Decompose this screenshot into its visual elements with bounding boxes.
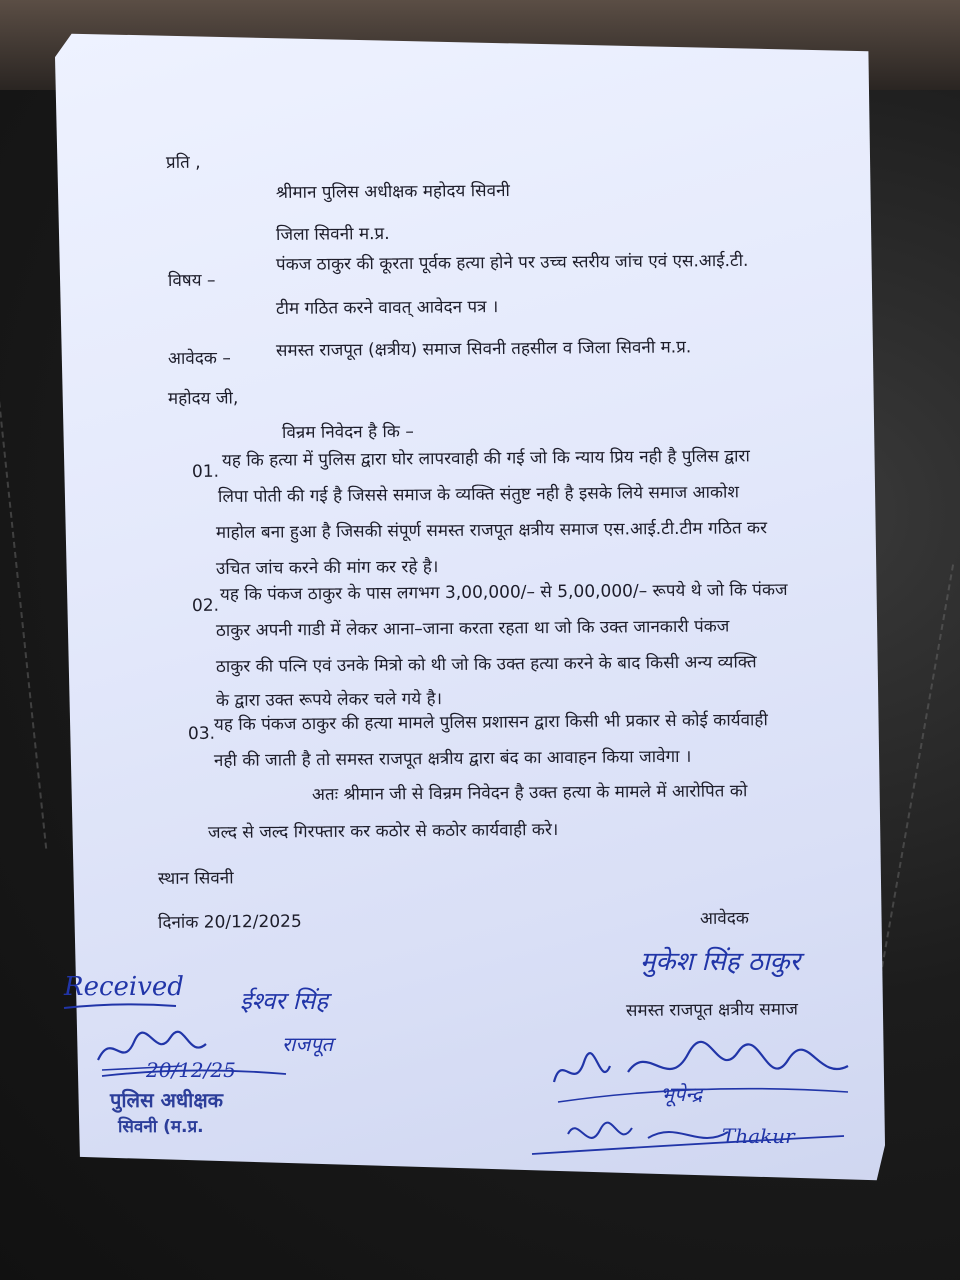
signature-mukesh: मुकेश सिंह ठाकुर — [640, 947, 801, 977]
date-line: दिनांक 20/12/2025 — [157, 911, 302, 933]
closing-line: जल्द से जल्द गिरफ्तार कर कठोर से कठोर कार्यवाही करे। — [207, 819, 559, 843]
subject-line2: टीम गठित करने वावत् आवेदन पत्र । — [275, 297, 499, 319]
applicant-text: समस्त राजपूत (क्षत्रीय) समाज सिवनी तहसील व जिला सिवनी म.प्र. — [275, 337, 692, 361]
para3-number: 03. — [187, 723, 216, 744]
para2-line: ठाकुर की पत्नि एवं उनके मित्रो को थी जो कि उक्त हत्या करने के बाद किसी अन्य व्यक्ति — [215, 652, 757, 677]
para2-line: के द्वारा उक्त रूपये लेकर चले गये है। — [215, 689, 443, 711]
para2-line: यह कि पंकज ठाकुर के पास लगभग 3,00,000/– से 5,00,000/– रूपये थे जो कि पंकज — [219, 580, 788, 605]
recipient-line1: श्रीमान पुलिस अधीक्षक महोदय सिवनी — [275, 180, 510, 203]
date-underline-scribble — [100, 1062, 290, 1086]
intro-line: विन्रम निवेदन है कि – — [281, 421, 414, 443]
received-date-handwriting: 20/12/25 — [146, 1058, 236, 1082]
name-handwriting-right: भूपेन्द्र — [660, 1082, 703, 1106]
name-handwriting-thakur: Thakur — [722, 1124, 795, 1148]
signatory-org: समस्त राजपूत क्षत्रीय समाज — [625, 999, 799, 1021]
para1-line: माहोल बना हुआ है जिसकी संपूर्ण समस्त राजपूत क्षत्रीय समाज एस.आई.टी.टीम गठित कर — [215, 518, 768, 543]
received-underline — [60, 1000, 180, 1014]
para1-line: लिपा पोती की गई है जिससे समाज के व्यक्ति संतुष्ट नही है इसके लिये समाज आकोश — [217, 482, 740, 507]
subject-line1: पंकज ठाकुर की कूरता पूर्वक हत्या होने पर उच्च स्तरीय जांच एवं एस.आई.टी. — [275, 250, 749, 275]
para3-line: नही की जाती है तो समस्त राजपूत क्षत्रीय द्वारा बंद का आवाहन किया जावेगा । — [213, 746, 692, 771]
signatory-label: आवेदक — [699, 908, 750, 929]
para2-number: 02. — [191, 595, 220, 616]
stamp-line2: सिवनी (म.प्र. — [118, 1117, 204, 1137]
signature-group-scribble — [548, 1032, 858, 1112]
stamp-line1: पुलिस अधीक्षक — [110, 1088, 224, 1112]
para2-line: ठाकुर अपनी गाडी में लेकर आना–जाना करता रहता था जो कि उक्त जानकारी पंकज — [215, 616, 730, 641]
signature-bottom-scribble — [528, 1114, 848, 1174]
recipient-line2: जिला सिवनी म.प्र. — [275, 224, 390, 245]
para1-number: 01. — [191, 461, 220, 482]
salutation: महोदय जी, — [167, 388, 239, 409]
para1-line: उचित जांच करने की मांग कर रहे है। — [215, 557, 439, 579]
subject-label: विषय – — [167, 270, 216, 291]
para3-line: यह कि पंकज ठाकुर की हत्या मामले पुलिस प्रशासन द्वारा किसी भी प्रकार से कोई कार्यवाही — [213, 710, 768, 735]
received-handwriting: Received — [64, 972, 184, 1002]
para1-line: यह कि हत्या में पुलिस द्वारा घोर लापरवाही की गई जो कि न्याय प्रिय नही है पुलिस द्वारा — [221, 446, 750, 471]
name-handwriting-rajput: राजपूत — [282, 1032, 333, 1056]
name-handwriting-ishwar: ईश्वर सिंह — [240, 987, 328, 1015]
prati-label: प्रति , — [165, 152, 201, 173]
applicant-label: आवेदक – — [167, 348, 231, 369]
closing-line: अतः श्रीमान जी से विन्रम निवेदन है उक्त हत्या के मामले में आरोपित को — [311, 781, 748, 805]
place-line: स्थान सिवनी — [157, 868, 234, 889]
